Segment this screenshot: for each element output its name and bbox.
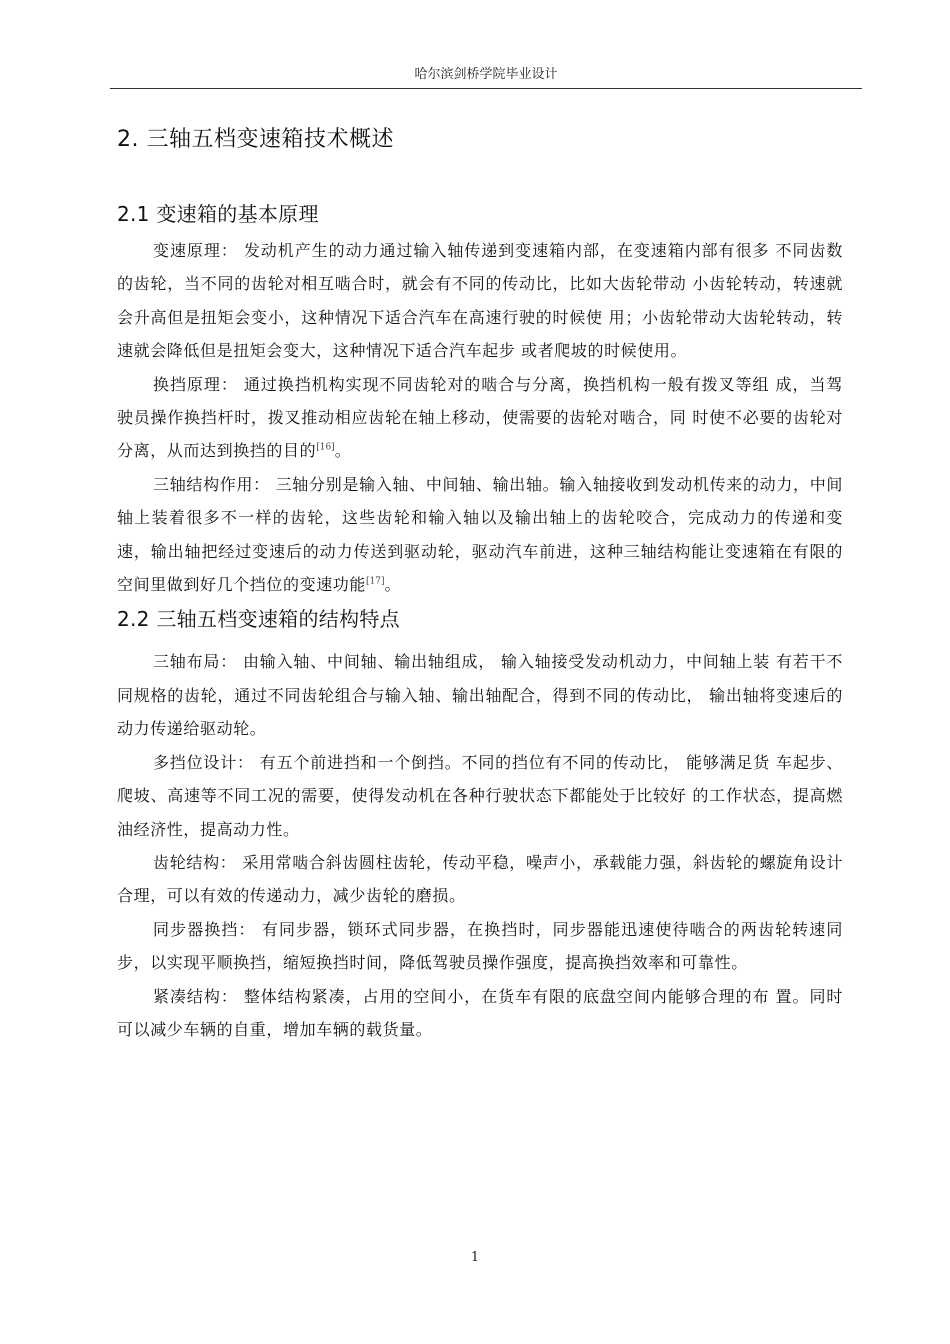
paragraph-lead: 三轴布局： [153,652,238,672]
paragraph-tail: 。 [384,575,402,595]
header-title: 哈尔滨剑桥学院毕业设计 [414,67,558,82]
paragraph-text: 整体结构紧凑，占用的空间小，在货车有限的底盘空间内能够合理的布 置。同时可以减少车辆的自重，增加车辆的载货量。 [117,986,843,1039]
section-title: 2.1 变速箱的基本原理 [117,202,319,226]
paragraph-text: 采用常啮合斜齿圆柱齿轮，传动平稳，噪声小，承载能力强，斜齿轮的螺旋角设计合理，可以有效的传递动力，减少齿轮的磨损。 [117,852,843,906]
paragraph [117,746,843,846]
paragraph-lead: 紧凑结构： [153,986,238,1006]
paragraph [117,913,843,980]
page-header [110,66,862,89]
paragraph-lead: 多挡位设计： [153,752,254,772]
paragraph-text: 由输入轴、中间轴、输出轴组成， 输入轴接受发动机动力，中间轴上装 有若干不同规格的齿轮，通过不同齿轮组合与输入轴、输出轴配合，得到不同的传动比， 输出轴将变速后的动力传递给驱动轮。 [117,652,843,739]
chapter-title: 2. 三轴五档变速箱技术概述 [117,127,394,152]
paragraph-tail: 。 [334,441,352,461]
paragraph [117,980,843,1047]
paragraph-text: 通过换挡机构实现不同齿轮对的啮合与分离，换挡机构一般有拨叉等组 成，当驾驶员操作换挡杆时，拨叉推动相应齿轮在轴上移动，使需要的齿轮对啮合，同 时使不必要的齿轮对分离，从而达到换挡的目的 [117,374,843,461]
paragraph-lead: 换挡原理： [153,374,238,394]
paragraph [117,645,843,745]
paragraph-text: 有五个前进挡和一个倒挡。不同的挡位有不同的传动比， 能够满足货 车起步、爬坡、高速等不同工况的需要，使得发动机在各种行驶状态下都能处于比较好 的工作状态，提高燃油经济性，提高动力性。 [117,752,843,839]
document-body [117,120,843,1046]
section-title: 2.2 三轴五档变速箱的结构特点 [117,607,400,632]
paragraph-lead: 齿轮结构： [153,852,237,872]
paragraph-lead: 三轴结构作用： [153,474,270,494]
paragraph-lead: 变速原理： [153,241,238,260]
paragraph-text: 发动机产生的动力通过输入轴传递到变速箱内部，在变速箱内部有很多 不同齿数的齿轮，当不同的齿轮对相互啮合时，就会有不同的传动比，比如大齿轮带动 小齿轮转动，转速就会升高但是扭矩会变小，这种情况下适合汽车在高速行驶的时候使 用；小齿轮带动大齿轮转动，转速就会降低但是扭矩会变大，这种情况下适合汽车起步 或者爬坡的时候使用。 [117,241,843,361]
paragraph [117,846,843,913]
paragraph [117,234,843,368]
paragraph-text: 三轴分别是输入轴、中间轴、输出轴。输入轴接收到发动机传来的动力，中间轴上装着很多不一样的齿轮，这些齿轮和输入轴以及输出轴上的齿轮咬合，完成动力的传递和变速，输出轴把经过变速后的动力传送到驱动轮，驱动汽车前进，这种三轴结构能让变速箱在有限的空间里做到好几个挡位的变速功能 [117,474,844,595]
paragraph-text: 有同步器，锁环式同步器，在换挡时，同步器能迅速使待啮合的两齿轮转速同步，以实现平顺换挡，缩短换挡时间，降低驾驶员操作强度，提高换挡效率和可靠性。 [117,919,843,973]
paragraph [117,368,843,468]
citation: [17] [366,576,385,587]
paragraph [117,468,843,602]
citation: [16] [316,443,335,454]
page-number: 1 [470,1250,480,1265]
paragraph-lead: 同步器换挡： [153,919,256,939]
